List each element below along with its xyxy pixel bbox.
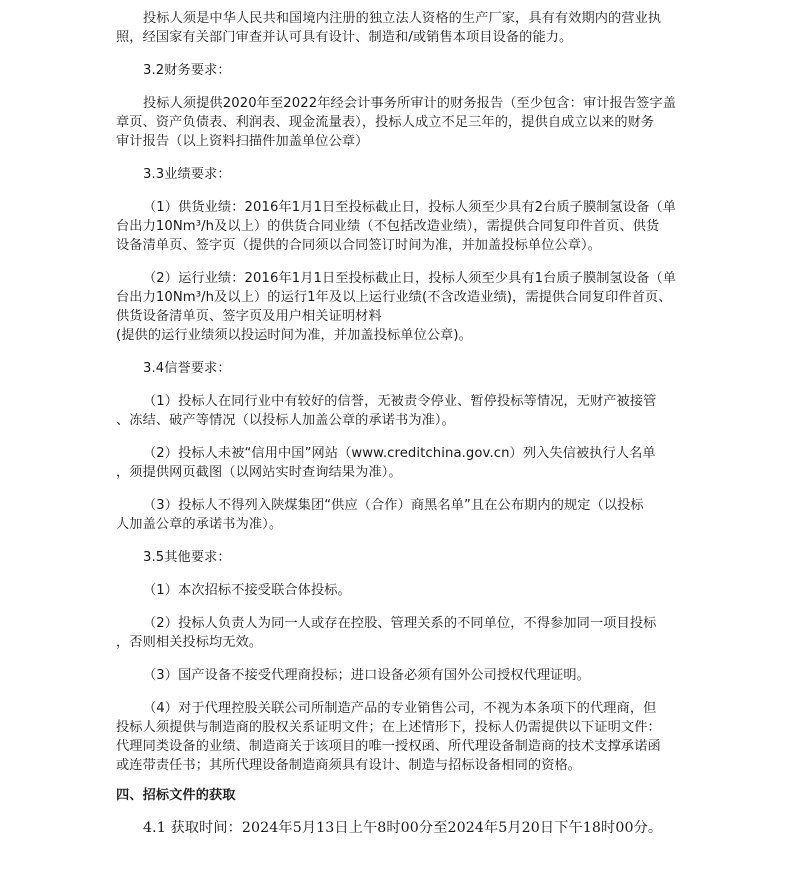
finance-text: 章页、资产负债表、利润表、现金流量表），投标人成立不足三年的，提供自成立以来的财务 [116, 115, 655, 130]
credit-text-2: （2）投标人未被“信用中国”网站（www.creditchina.gov.cn）列入失信被执行人名单 [143, 446, 656, 461]
heading-other-requirements: 3.5其他要求： [143, 550, 231, 565]
operation-performance-text: 台出力10Nm³/h及以上）的运行1年及以上运行业绩(不含改造业绩)，需提供合同复印件首页、 [116, 290, 672, 305]
other-text-4: 代理同类设备的业绩、制造商关于该项目的唯一授权函、所代理设备制造商的技术支撑承诺函 [116, 739, 661, 754]
credit-text-1: 、冻结、破产等情况（以投标人加盖公章的承诺书为准）。 [116, 413, 455, 428]
heading-credit-requirements: 3.4信誉要求： [143, 361, 231, 376]
heading-financial-requirements: 3.2财务要求： [143, 63, 231, 78]
other-text-2: ，否则相关投标均无效。 [116, 635, 263, 650]
finance-text: 审计报告（以上资料扫描件加盖单位公章） [116, 134, 369, 149]
operation-performance-text: （2）运行业绩：2016年1月1日至投标截止日，投标人须至少具有1台质子膜制氢设备（单 [143, 271, 676, 286]
credit-text-1: （1）投标人在同行业中有较好的信誉，无被责令停业、暂停投标等情况，无财产被接管 [143, 394, 657, 409]
other-text-3: （3）国产设备不接受代理商投标；进口设备必须有国外公司授权代理证明。 [143, 668, 590, 683]
other-text-4: 或连带责任书；其所代理设备制造商须具有设计、制造与招标设备相同的资格。 [116, 758, 582, 773]
section-4-heading: 四、招标文件的获取 [116, 788, 236, 803]
credit-text-3: （3）投标人不得列入陕煤集团“供应（合作）商黑名单”且在公布期内的规定（以投标 [143, 498, 644, 513]
operation-performance-text: 供货设备清单页、签字页及用户相关证明材料 [116, 309, 382, 324]
finance-text: 投标人须提供2020年至2022年经会计事务所审计的财务报告（至少包含：审计报告签字盖 [143, 96, 676, 111]
other-text-4: 投标人须提供与制造商的股权关系证明文件；在上述情形下，投标人仍需提供以下证明文件： [116, 720, 661, 735]
other-text-1: （1）本次招标不接受联合体投标。 [143, 583, 351, 598]
supply-performance-text: 台出力10Nm³/h及以上）的供货合同业绩（不包括改造业绩），需提供合同复印件首页、供货 [116, 219, 660, 234]
qualification-text: 投标人须是中华人民共和国境内注册的独立法人资格的生产厂家，具有有效期内的营业执 [143, 11, 662, 26]
other-text-4: （4）对于代理控股关联公司所制造产品的专业销售公司，不视为本条项下的代理商，但 [143, 701, 657, 716]
acquisition-time-text: 4.1 获取时间：2024年5月13日上午8时00分至2024年5月20日下午18时00分。 [143, 820, 663, 836]
supply-performance-text: （1）供货业绩：2016年1月1日至投标截止日，投标人须至少具有2台质子膜制氢设备（单 [143, 200, 676, 215]
other-text-2: （2）投标人负责人为同一人或存在控股、管理关系的不同单位，不得参加同一项目投标 [143, 616, 657, 631]
supply-performance-text: 设备清单页、签字页（提供的合同须以合同签订时间为准，并加盖投标单位公章）。 [116, 238, 602, 253]
credit-text-3: 人加盖公章的承诺书为准）。 [116, 517, 283, 532]
heading-performance-requirements: 3.3业绩要求： [143, 167, 231, 182]
operation-performance-text: (提供的运行业绩须以投运时间为准，并加盖投标单位公章)。 [116, 328, 472, 343]
qualification-text: 照，经国家有关部门审查并认可具有设计、制造和/或销售本项目设备的能力。 [116, 30, 573, 45]
credit-text-2: ，须提供网页截图（以网站实时查询结果为准）。 [116, 465, 402, 480]
